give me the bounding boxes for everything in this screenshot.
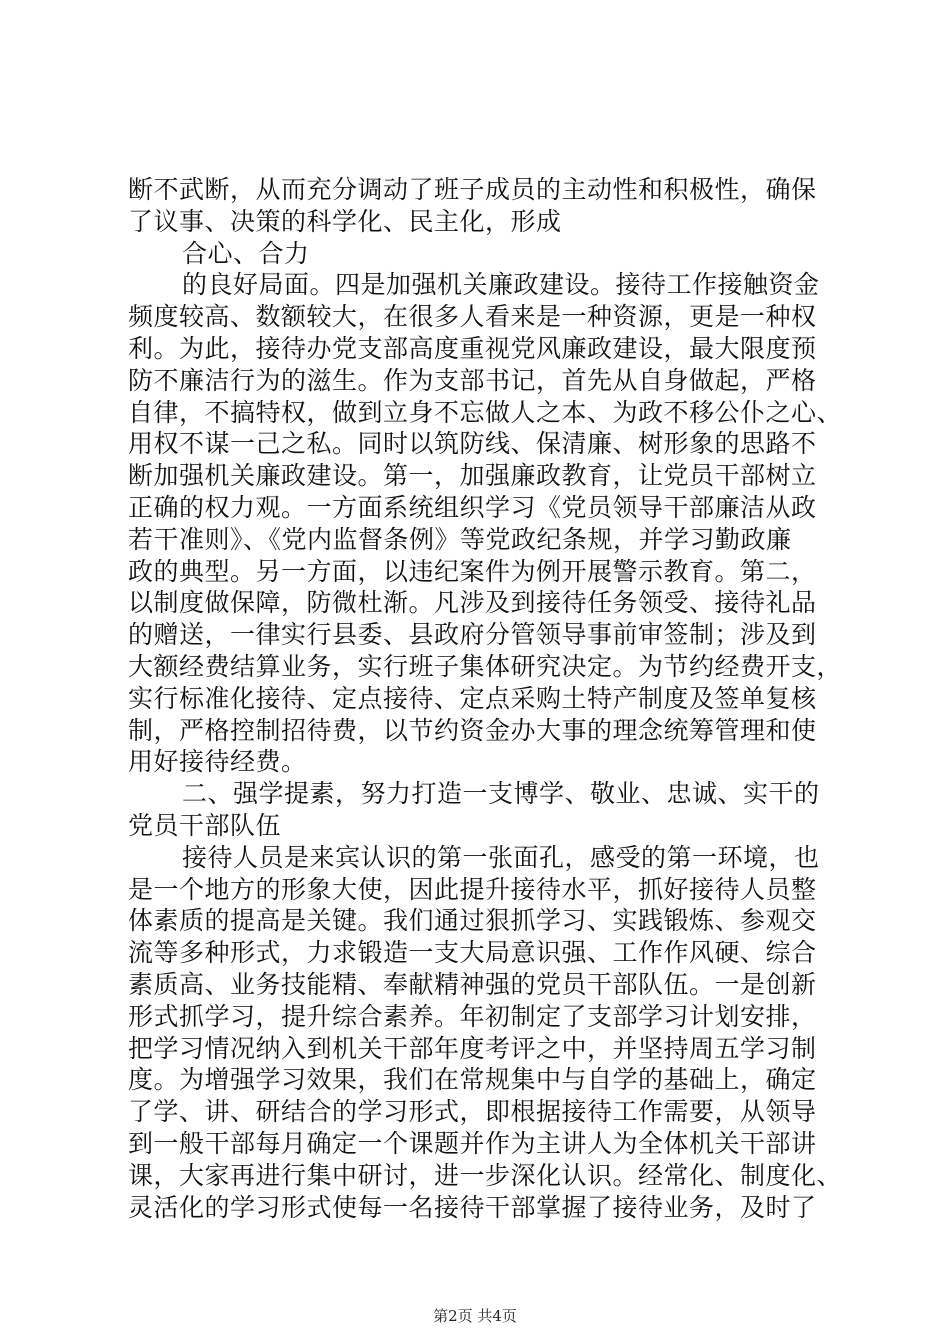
text-line: 断不武断，从而充分调动了班子成员的主动性和积极性，确保: [128, 175, 817, 204]
text-line: 的赠送，一律实行县委、县政府分管领导事前审签制；涉及到: [128, 620, 817, 650]
text-line: 到一般干部每月确定一个课题并作为主讲人为全体机关干部讲: [128, 1128, 817, 1158]
text-line: 体素质的提高是关键。我们通过狠抓学习、实践锻炼、参观交: [128, 906, 817, 936]
text-line: 是一个地方的形象大使，因此提升接待水平，抓好接待人员整: [128, 874, 817, 904]
text-line: 流等多种形式，力求锻造一支大局意识强、工作作风硬、综合: [128, 938, 817, 968]
text-line: 利。为此，接待办党支部高度重视党风廉政建设，最大限度预: [128, 333, 817, 363]
text-line: 自律，不搞特权，做到立身不忘做人之本、为政不移公仆之心、: [128, 397, 843, 427]
text-line: 正确的权力观。一方面系统组织学习《党员领导干部廉洁从政: [128, 492, 817, 522]
text-line: 二、强学提素，努力打造一支博学、敬业、忠诚、实干的: [182, 779, 820, 809]
text-line: 了议事、决策的科学化、民主化，形成: [128, 206, 562, 236]
text-line: 大额经费结算业务，实行班子集体研究决定。为节约经费开支，: [128, 651, 843, 681]
text-line: 的良好局面。四是加强机关廉政建设。接待工作接触资金: [182, 270, 820, 300]
page-footer: 第2页 共4页: [433, 1307, 517, 1325]
text-line: 党员干部队伍: [128, 810, 282, 840]
text-line: 课，大家再进行集中研讨，进一步深化认识。经常化、制度化、: [128, 1160, 843, 1190]
text-line: 灵活化的学习形式使每一名接待干部掌握了接待业务，及时了: [128, 1192, 817, 1222]
text-line: 素质高、业务技能精、奉献精神强的党员干部队伍。一是创新: [128, 969, 817, 999]
text-line: 合心、合力: [182, 238, 310, 268]
text-line: 制，严格控制招待费，以节约资金办大事的理念统筹管理和使: [128, 715, 817, 745]
text-line: 政的典型。另一方面，以违纪案件为例开展警示教育。第二，: [128, 556, 817, 586]
text-line: 度。为增强学习效果，我们在常规集中与自学的基础上，确定: [128, 1065, 817, 1095]
text-line: 接待人员是来宾认识的第一张面孔，感受的第一环境，也: [182, 842, 820, 872]
text-line: 以制度做保障，防微杜渐。凡涉及到接待任务领受、接待礼品: [128, 588, 817, 618]
text-line: 频度较高、数额较大，在很多人看来是一种资源，更是一种权: [128, 302, 817, 332]
document-body: [128, 174, 843, 1223]
text-line: 形式抓学习，提升综合素养。年初制定了支部学习计划安排，: [128, 1001, 817, 1031]
text-line: 用好接待经费。: [128, 747, 307, 777]
text-line: 用权不谋一己之私。同时以筑防线、保清廉、树形象的思路不: [128, 429, 817, 459]
text-line: 了学、讲、研结合的学习形式，即根据接待工作需要，从领导: [128, 1097, 817, 1127]
text-line: 防不廉洁行为的滋生。作为支部书记，首先从自身做起，严格: [128, 365, 817, 395]
text-line: 实行标准化接待、定点接待、定点采购土特产制度及签单复核: [128, 683, 817, 713]
text-line: 若干准则》、《党内监督条例》等党政纪条规，并学习勤政廉: [128, 524, 792, 554]
text-line: 断加强机关廉政建设。第一，加强廉政教育，让党员干部树立: [128, 461, 817, 491]
text-line: 把学习情况纳入到机关干部年度考评之中，并坚持周五学习制: [128, 1033, 817, 1063]
